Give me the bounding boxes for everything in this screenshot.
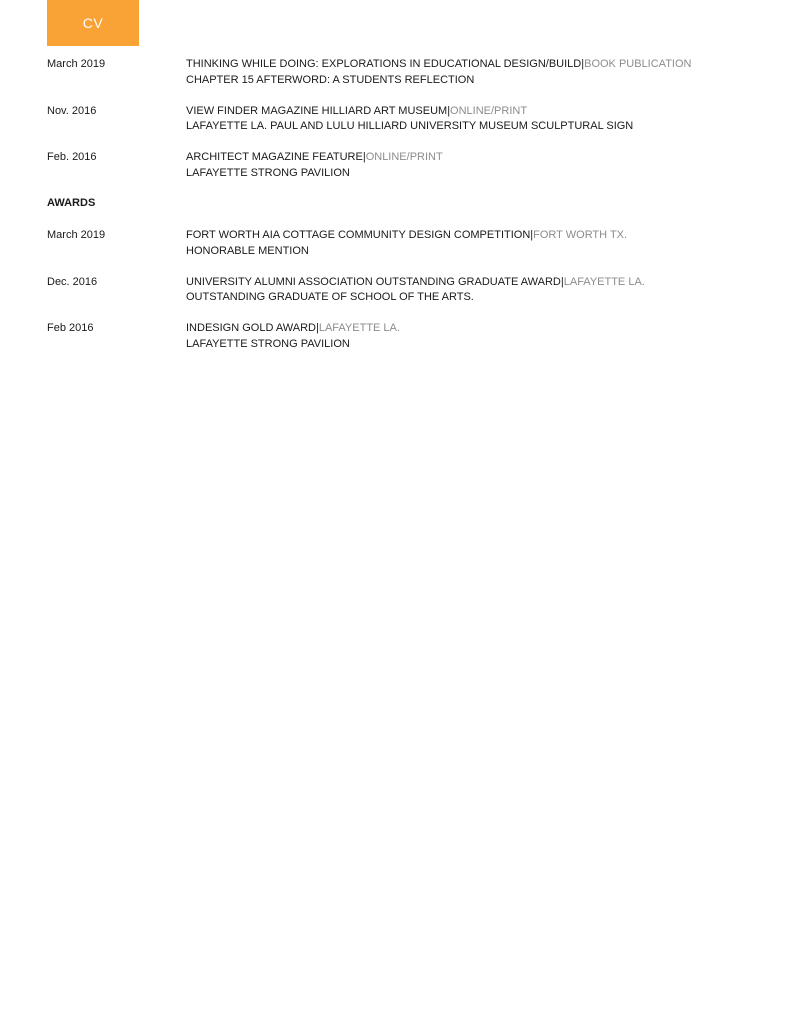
publications-section: [47, 57, 747, 197]
entry-separator: |: [530, 229, 534, 241]
entry-date: March 2019: [47, 229, 106, 241]
cv-header-tab: CV: [47, 0, 139, 46]
publication-entry: [47, 57, 747, 89]
award-entry: [47, 321, 747, 353]
entry-date: Feb. 2016: [47, 151, 97, 163]
entry-tag: BOOK PUBLICATION: [584, 58, 692, 70]
entry-date: Dec. 2016: [47, 275, 98, 288]
entry-title: UNIVERSITY ALUMNI ASSOCIATION OUTSTANDING GRADUATE AWARD: [186, 275, 561, 288]
entry-content: [186, 104, 633, 135]
entry-title: THINKING WHILE DOING: EXPLORATIONS IN EDUCATIONAL DESIGN/BUILD: [186, 58, 582, 70]
entry-tag: FORT WORTH TX.: [533, 229, 628, 241]
entry-date: Nov. 2016: [47, 104, 97, 117]
entry-subtitle: LAFAYETTE LA. PAUL AND LULU HILLIARD UNIVERSITY MUSEUM SCULPTURAL SIGN: [186, 120, 634, 132]
entry-separator: |: [560, 275, 564, 288]
publication-entry: [47, 104, 747, 136]
entry-tag: ONLINE/PRINT: [450, 104, 528, 117]
awards-section: [47, 228, 747, 368]
entry-content: [186, 275, 645, 306]
awards-heading: AWARDS: [47, 197, 96, 209]
entry-separator: |: [447, 104, 451, 117]
award-entry: [47, 228, 747, 260]
entry-date: March 2019: [47, 58, 106, 70]
entry-date: Feb 2016: [47, 322, 94, 334]
entry-subtitle: LAFAYETTE STRONG PAVILION: [186, 166, 350, 179]
entry-separator: |: [581, 58, 585, 70]
entry-content: [186, 150, 443, 181]
entry-title: ARCHITECT MAGAZINE FEATURE: [186, 151, 363, 163]
entry-subtitle: LAFAYETTE STRONG PAVILION: [186, 337, 350, 350]
entry-separator: |: [362, 151, 366, 163]
entry-tag: LAFAYETTE LA.: [318, 322, 400, 334]
entry-subtitle: CHAPTER 15 AFTERWORD: A STUDENTS REFLECTION: [186, 73, 475, 86]
award-entry: [47, 275, 747, 307]
entry-content: [186, 228, 627, 259]
entry-subtitle: HONORABLE MENTION: [186, 244, 309, 257]
entry-title: INDESIGN GOLD AWARD: [186, 322, 316, 334]
publication-entry: [47, 150, 747, 182]
entry-content: [186, 57, 691, 88]
entry-separator: |: [315, 322, 319, 334]
entry-title: FORT WORTH AIA COTTAGE COMMUNITY DESIGN COMPETITION: [186, 229, 531, 241]
entry-tag: LAFAYETTE LA.: [563, 275, 645, 288]
entry-title: VIEW FINDER MAGAZINE HILLIARD ART MUSEUM: [186, 104, 448, 117]
entry-subtitle: OUTSTANDING GRADUATE OF SCHOOL OF THE ARTS.: [186, 291, 474, 303]
entry-content: [186, 321, 400, 352]
entry-tag: ONLINE/PRINT: [365, 151, 443, 163]
